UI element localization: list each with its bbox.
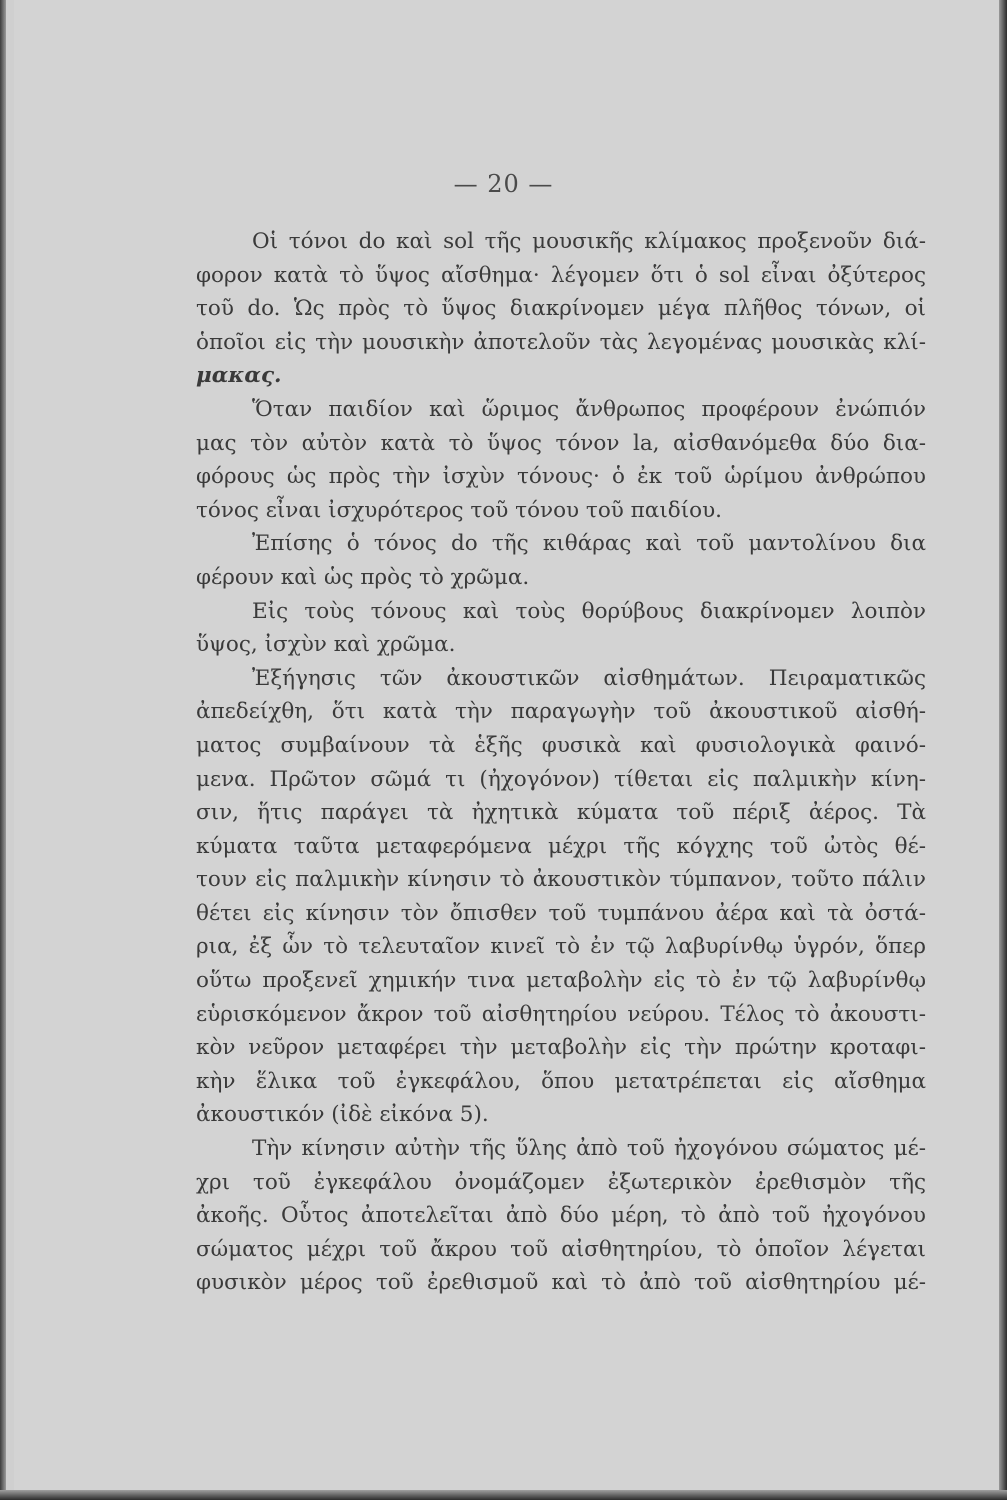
- text-line: οὕτω προξενεῖ χημικήν τινα μεταβολὴν εἰς τὸ ἐν τῷ λαβυρίνθῳ: [196, 968, 926, 994]
- text-line: σώματος μέχρι τοῦ ἄκρου τοῦ αἰσθητηρίου, τὸ ὁποῖον λέγεται: [196, 1236, 926, 1262]
- page-left-edge: [0, 0, 6, 1500]
- text-line: ἀπεδείχθη, ὅτι κατὰ τὴν παραγωγὴν τοῦ ἀκουστικοῦ αἰσθή-: [196, 699, 926, 725]
- text-line: εὑρισκόμενον ἄκρον τοῦ αἰσθητηρίου νεύρου. Τέλος τὸ ἀκουστι-: [196, 1001, 926, 1027]
- text-line: τόνος εἶναι ἰσχυρότερος τοῦ τόνου τοῦ παιδίου.: [196, 497, 722, 523]
- text-line: σιν, ἥτις παράγει τὰ ἠχητικὰ κύματα τοῦ πέριξ ἀέρος. Τὰ: [196, 800, 926, 826]
- body-text: [196, 225, 926, 1300]
- text-line: φόρους ὡς πρὸς τὴν ἰσχὺν τόνους· ὁ ἐκ τοῦ ὡρίμου ἀνθρώπου: [196, 464, 926, 490]
- text-line: Τὴν κίνησιν αὐτὴν τῆς ὕλης ἀπὸ τοῦ ἠχογόνου σώματος μέ-: [252, 1136, 926, 1162]
- text-line: ὁποῖοι εἰς τὴν μουσικὴν ἀποτελοῦν τὰς λεγομένας μουσικὰς κλί-: [196, 329, 926, 355]
- page-number: — 20 —: [453, 170, 554, 198]
- text-line: κύματα ταῦτα μεταφερόμενα μέχρι τῆς κόγχης τοῦ ὠτὸς θέ-: [196, 833, 926, 859]
- text-line: Ἐξήγησις τῶν ἀκουστικῶν αἰσθημάτων. Πειραματικῶς: [252, 665, 926, 691]
- text-line: κὸν νεῦρον μεταφέρει τὴν μεταβολὴν εἰς τὴν πρώτην κροταφι-: [196, 1035, 926, 1061]
- text-line: φυσικὸν μέρος τοῦ ἐρεθισμοῦ καὶ τὸ ἀπὸ τοῦ αἰσθητηρίου μέ-: [196, 1270, 926, 1296]
- page-right-edge: [999, 0, 1007, 1500]
- text-line: ὕψος, ἰσχὺν καὶ χρῶμα.: [196, 632, 456, 658]
- text-line: τοῦ do. Ὡς πρὸς τὸ ὕψος διακρίνομεν μέγα πλῆθος τόνων, οἱ: [196, 296, 926, 322]
- text-line: χρι τοῦ ἐγκεφάλου ὀνομάζομεν ἐξωτερικὸν ἐρεθισμὸν τῆς: [196, 1169, 926, 1195]
- text-line: Ὅταν παιδίον καὶ ὥριμος ἄνθρωπος προφέρουν ἐνώπιόν: [252, 396, 926, 422]
- text-line: Ἐπίσης ὁ τόνος do τῆς κιθάρας καὶ τοῦ μαντολίνου δια: [252, 531, 926, 557]
- text-line: ἀκοῆς. Οὗτος ἀποτελεῖται ἀπὸ δύο μέρη, τὸ ἀπὸ τοῦ ἠχογόνου: [196, 1203, 926, 1229]
- text-line: μακας.: [196, 363, 282, 389]
- text-line: κὴν ἕλικα τοῦ ἐγκεφάλου, ὅπου μετατρέπεται εἰς αἴσθημα: [196, 1068, 926, 1094]
- text-line: τουν εἰς παλμικὴν κίνησιν τὸ ἀκουστικὸν τύμπανον, τοῦτο πάλιν: [196, 867, 926, 893]
- text-line: μας τὸν αὐτὸν κατὰ τὸ ὕψος τόνον la, αἰσθανόμεθα δύο δια-: [196, 430, 926, 456]
- text-line: φορον κατὰ τὸ ὕψος αἴσθημα· λέγομεν ὅτι ὁ sol εἶναι ὀξύτερος: [196, 262, 926, 288]
- text-line: ματος συμβαίνουν τὰ ἑξῆς φυσικὰ καὶ φυσιολογικὰ φαινό-: [196, 732, 926, 758]
- text-line: ρια, ἐξ ὧν τὸ τελευταῖον κινεῖ τὸ ἐν τῷ λαβυρίνθῳ ὑγρόν, ὅπερ: [196, 934, 926, 960]
- text-line: μενα. Πρῶτον σῶμά τι (ἠχογόνον) τίθεται εἰς παλμικὴν κίνη-: [196, 766, 926, 792]
- text-line: φέρουν καὶ ὡς πρὸς τὸ χρῶμα.: [196, 564, 530, 590]
- text-line: θέτει εἰς κίνησιν τὸν ὄπισθεν τοῦ τυμπάνου ἀέρα καὶ τὰ ὀστά-: [196, 900, 926, 926]
- text-line: Εἰς τοὺς τόνους καὶ τοὺς θορύβους διακρίνομεν λοιπὸν: [252, 598, 926, 624]
- page-bottom-edge: [0, 1490, 1007, 1500]
- text-line: ἀκουστικόν (ἰδὲ εἰκόνα 5).: [196, 1102, 489, 1128]
- text-line: Οἱ τόνοι do καὶ sol τῆς μουσικῆς κλίμακος προξενοῦν διά-: [252, 229, 926, 254]
